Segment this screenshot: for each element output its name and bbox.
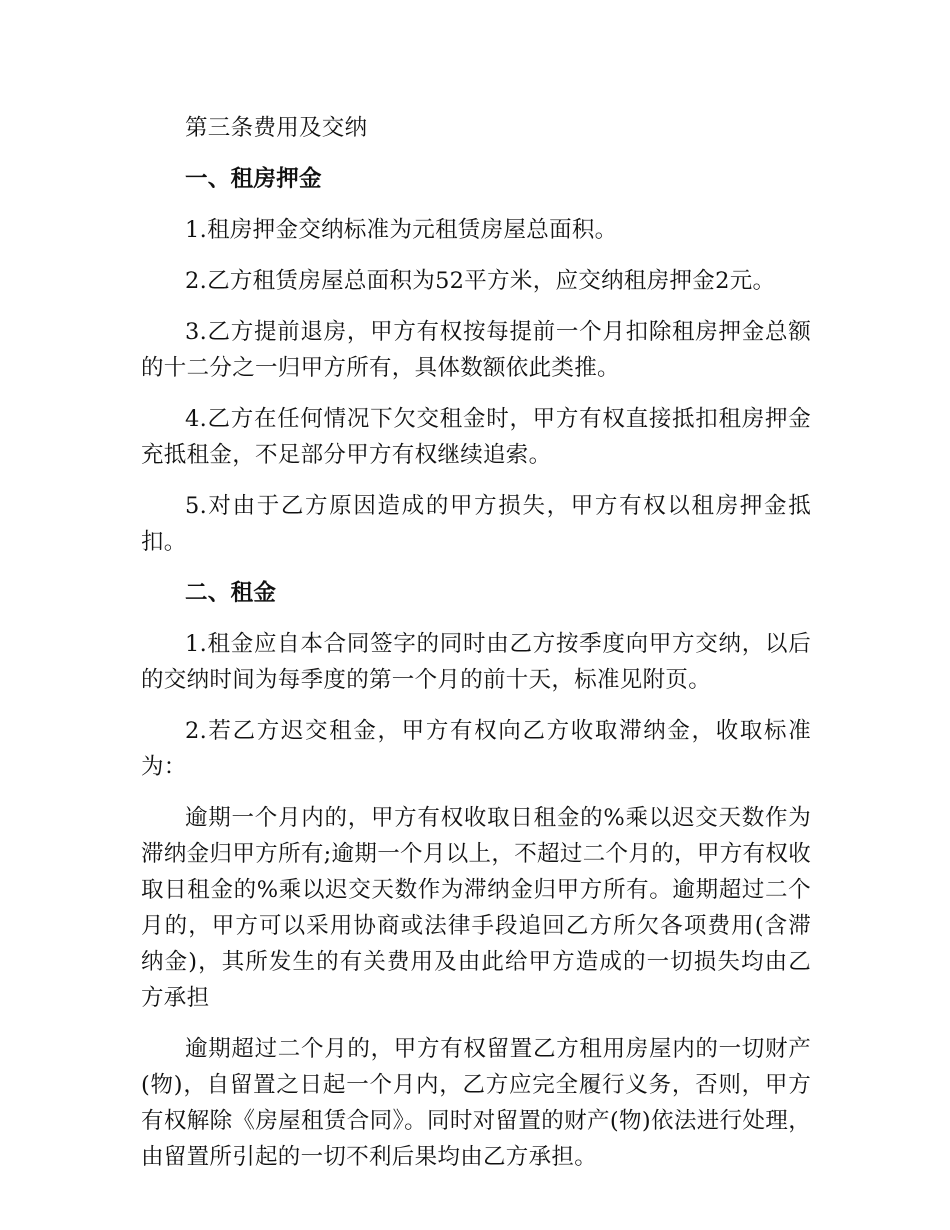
deposit-clause-3: 3.乙方提前退房，甲方有权按每提前一个月扣除租房押金总额的十二分之一归甲方所有，具体数额依此类推。 [141, 319, 811, 381]
lien-paragraph: 逾期超过二个月的，甲方有权留置乙方租用房屋内的一切财产(物)，自留置之日起一个月内，乙方应完全履行义务，否则，甲方有权解除《房屋租赁合同》。同时对留置的财产(物)依法进行处理，由留置所引起的一切不利后果均由乙方承担。 [141, 1036, 811, 1170]
deposit-clause-2: 2.乙方租赁房屋总面积为52平方米，应交纳租房押金2元。 [185, 268, 776, 294]
section-heading-deposit: 一、租房押金 [185, 166, 322, 192]
article-title: 第三条费用及交纳 [185, 115, 368, 141]
document-page [141, 110, 811, 1190]
section-heading-rent: 二、租金 [185, 580, 277, 606]
deposit-clause-1: 1.租房押金交纳标准为元租赁房屋总面积。 [185, 217, 618, 243]
deposit-clause-4: 4.乙方在任何情况下欠交租金时，甲方有权直接抵扣租房押金充抵租金，不足部分甲方有权继续追索。 [141, 406, 811, 468]
rent-clause-1: 1.租金应自本合同签字的同时由乙方按季度向甲方交纳，以后的交纳时间为每季度的第一个月的前十天，标准见附页。 [141, 631, 811, 693]
deposit-clause-5: 5.对由于乙方原因造成的甲方损失，甲方有权以租房押金抵扣。 [141, 493, 811, 555]
rent-clause-2: 2.若乙方迟交租金，甲方有权向乙方收取滞纳金，收取标准为： [141, 718, 811, 780]
late-fee-paragraph: 逾期一个月内的，甲方有权收取日租金的%乘以迟交天数作为滞纳金归甲方所有;逾期一个月以上，不超过二个月的，甲方有权收取日租金的%乘以迟交天数作为滞纳金归甲方所有。逾期超过二个月的，甲方可以采用协商或法律手段追回乙方所欠各项费用(含滞纳金)，其所发生的有关费用及由此给甲方造成的一切损失均由乙方承担 [141, 805, 811, 1011]
